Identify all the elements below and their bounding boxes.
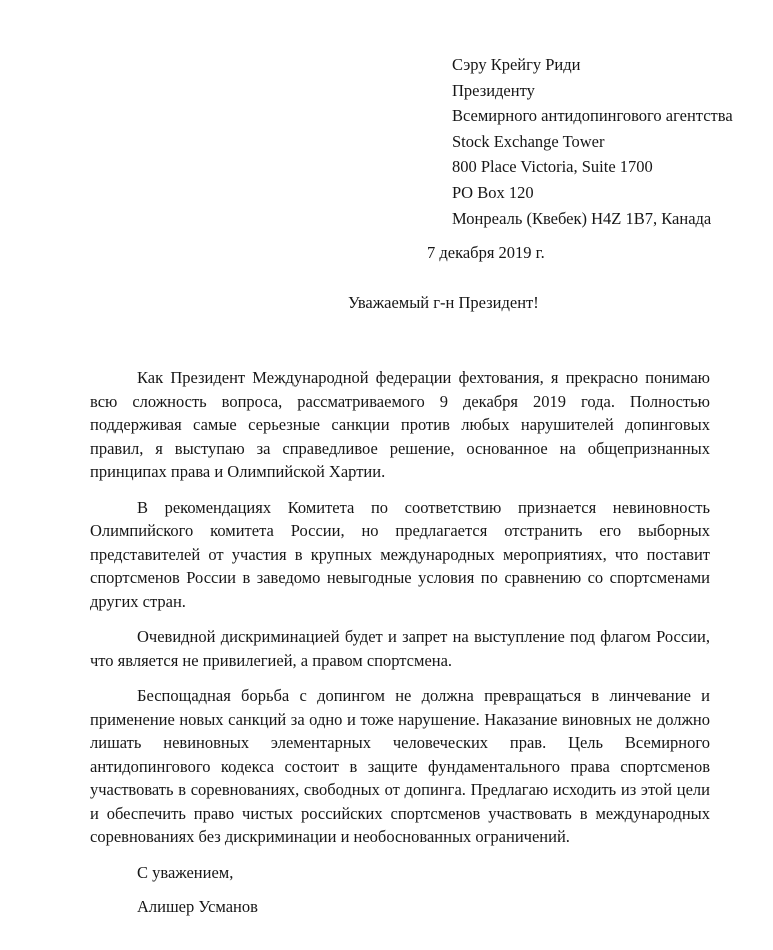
signature-name: Алишер Усманов [137,897,258,917]
letter-date: 7 декабря 2019 г. [427,243,545,263]
paragraph-3: Очевидной дискриминацией будет и запрет на выступление под флагом России, что является не привилегией, а правом спортсмена. [90,627,710,670]
recipient-address-city: Монреаль (Квебек) H4Z 1B7, Канада [452,208,712,228]
recipient-address-pobox: PO Box 120 [452,182,534,202]
paragraph-2: В рекомендациях Комитета по соответствию признается невиновность Олимпийского комитета России, но предлагается отстранить его выборных представителей от участия в крупных международных мероприятиях, что поставит спортсменов России в заведомо невыгодные условия по сравнению со спортсменами других стран. [90,497,710,611]
recipient-title: Президенту [452,80,535,100]
recipient-block [452,52,733,231]
recipient-address-street: 800 Place Victoria, Suite 1700 [452,157,653,177]
closing: С уважением, [137,862,234,882]
salutation: Уважаемый г-н Президент! [348,293,539,313]
recipient-address-building: Stock Exchange Tower [452,131,605,151]
recipient-organization: Всемирного антидопингового агентства [452,106,733,126]
paragraph-4: Беспощадная борьба с допингом не должна превращаться в линчевание и применение новых санкций за одно и тоже нарушение. Наказание виновных не должно лишать невиновных элементарных человеческих прав. Цель Всемирного антидопингового кодекса состоит в защите фундаментального права спортсменов участвовать в соревнованиях, свободных от допинга. Предлагаю исходить из этой цели и обеспечить право чистых российских спортсменов участвовать в международных соревнованиях без дискриминации и необоснованных ограничений. [90,686,710,847]
paragraph-1: Как Президент Международной федерации фехтования, я прекрасно понимаю всю сложность вопроса, рассматриваемого 9 декабря 2019 года. Полностью поддерживая самые серьезные санкции против любых нарушителей допинговых правил, я выступаю за справедливое решение, основанное на общепризнанных принципах права и Олимпийской Хартии. [90,368,710,482]
recipient-name: Сэру Крейгу Риди [452,55,581,74]
